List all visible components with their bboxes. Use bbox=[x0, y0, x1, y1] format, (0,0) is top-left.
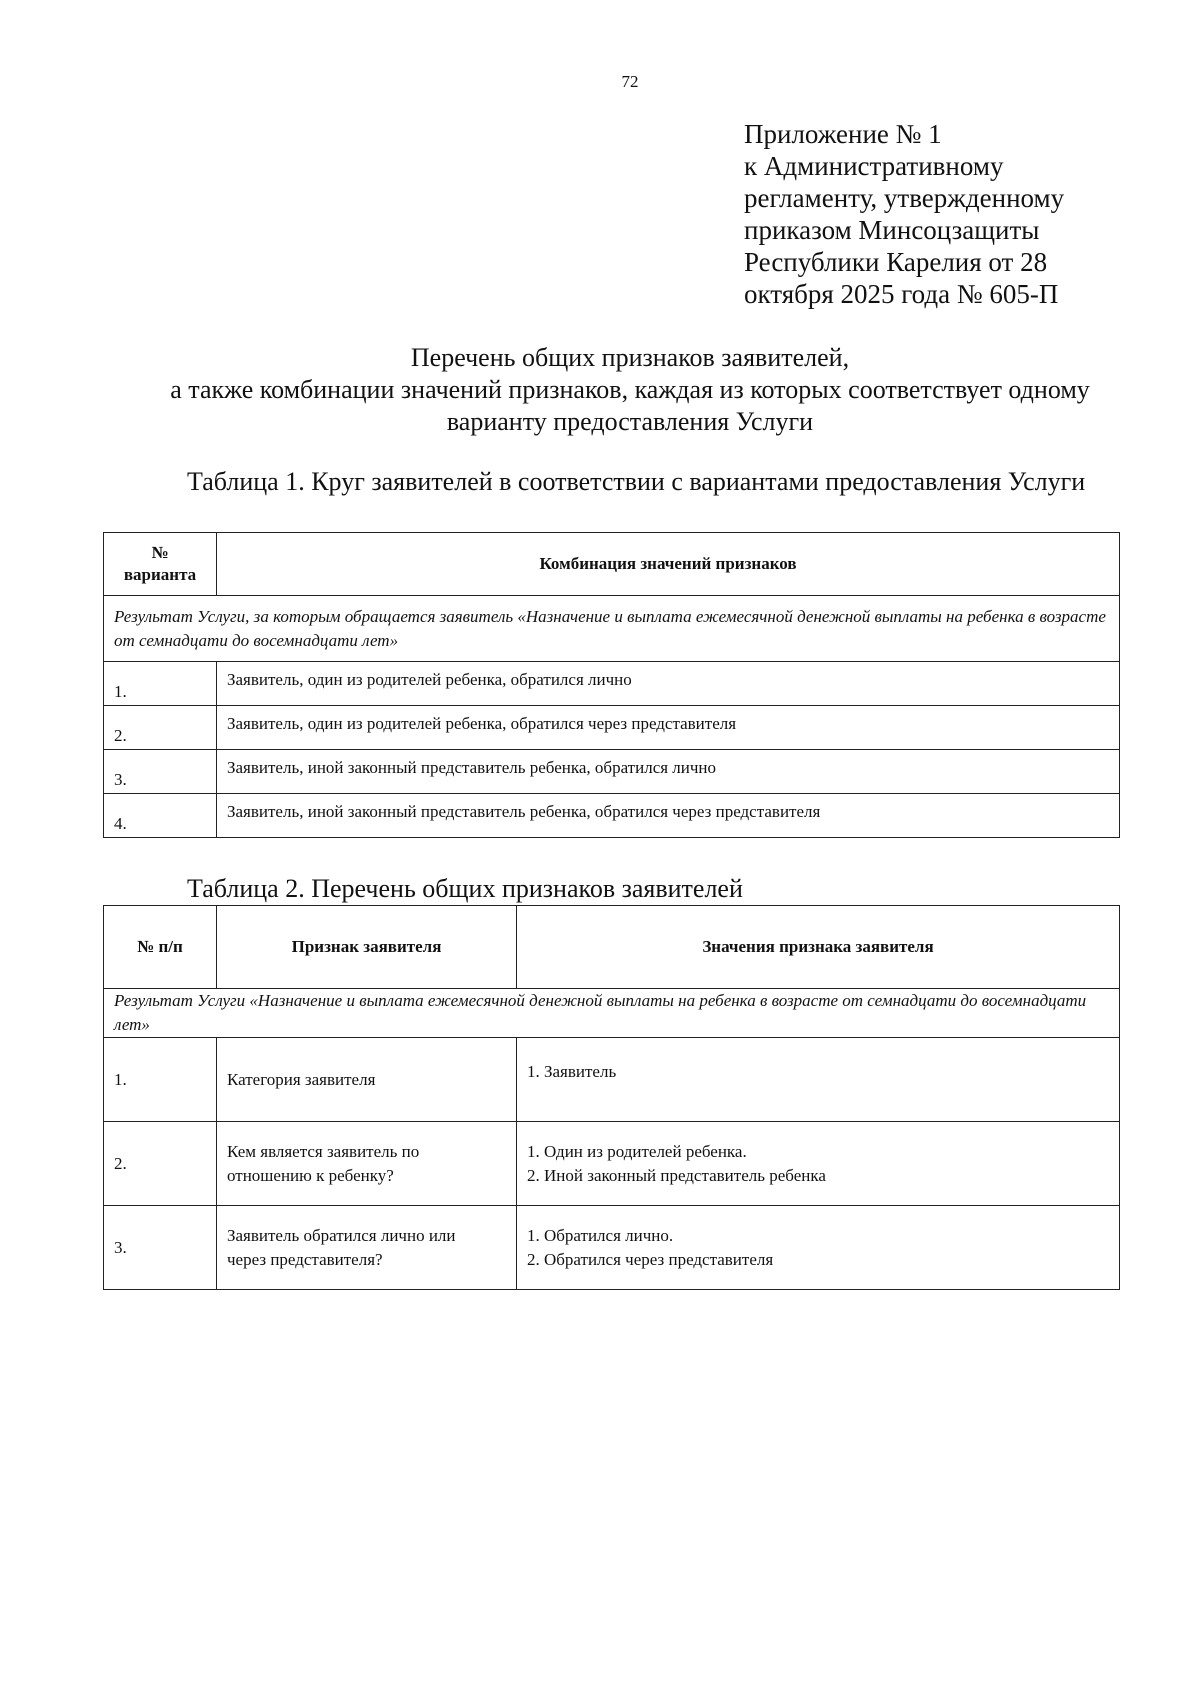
row-values bbox=[517, 1122, 1120, 1206]
table-result-row bbox=[104, 989, 1120, 1038]
result-text: Результат Услуги, за которым обращается заявитель «Назначение и выплата ежемесячной денежной выплаты на ребенка в возрасте от семнадцати до восемнадцати лет» bbox=[104, 596, 1120, 662]
document-heading bbox=[100, 342, 1160, 438]
header-values: Значения признака заявителя bbox=[517, 906, 1120, 989]
sign-line: Категория заявителя bbox=[227, 1069, 376, 1089]
row-text: Заявитель, один из родителей ребенка, обратился лично bbox=[217, 662, 1120, 706]
table-row bbox=[104, 662, 1120, 706]
row-values bbox=[517, 1038, 1120, 1122]
appendix-line: приказом Минсоцзащиты bbox=[744, 215, 1040, 245]
heading-line: варианту предоставления Услуги bbox=[446, 407, 814, 436]
table-result-row bbox=[104, 596, 1120, 662]
row-sign bbox=[217, 1122, 517, 1206]
table-row bbox=[104, 706, 1120, 750]
sign-line: Кем является заявитель по bbox=[227, 1141, 420, 1161]
table-row bbox=[104, 1206, 1120, 1290]
sign-line: отношению к ребенку? bbox=[227, 1165, 394, 1185]
row-number: 3. bbox=[104, 750, 217, 794]
value-line: 2. Обратился через представителя bbox=[527, 1249, 774, 1269]
value-line: 2. Иной законный представитель ребенка bbox=[527, 1165, 826, 1185]
header-number: № п/п bbox=[104, 906, 217, 989]
table-row bbox=[104, 794, 1120, 838]
sign-line: Заявитель обратился лично или bbox=[227, 1225, 456, 1245]
table-row bbox=[104, 1122, 1120, 1206]
row-text: Заявитель, один из родителей ребенка, обратился через представителя bbox=[217, 706, 1120, 750]
appendix-line: Республики Карелия от 28 bbox=[744, 247, 1048, 277]
row-text: Заявитель, иной законный представитель ребенка, обратился через представителя bbox=[217, 794, 1120, 838]
row-number: 1. bbox=[104, 1038, 217, 1122]
value-line: 1. Заявитель bbox=[527, 1062, 617, 1081]
row-sign bbox=[217, 1038, 517, 1122]
table-header-row bbox=[104, 906, 1120, 989]
header-combination: Комбинация значений признаков bbox=[217, 533, 1120, 596]
table-header-row bbox=[104, 533, 1120, 596]
row-number: 4. bbox=[104, 794, 217, 838]
table2-caption: Таблица 2. Перечень общих признаков заявителей bbox=[187, 874, 743, 903]
header-variant-number: № варианта bbox=[104, 533, 217, 596]
result-text: Результат Услуги «Назначение и выплата ежемесячной денежной выплаты на ребенка в возрасте от семнадцати до восемнадцати лет» bbox=[104, 989, 1120, 1038]
row-number: 1. bbox=[104, 662, 217, 706]
row-number: 3. bbox=[104, 1206, 217, 1290]
table1-caption: Таблица 1. Круг заявителей в соответствии с вариантами предоставления Услуги bbox=[187, 467, 1086, 496]
row-values bbox=[517, 1206, 1120, 1290]
appendix-line: регламенту, утвержденному bbox=[744, 183, 1065, 213]
table-row bbox=[104, 1038, 1120, 1122]
row-sign bbox=[217, 1206, 517, 1290]
heading-line: Перечень общих признаков заявителей, bbox=[410, 343, 850, 372]
table-applicant-signs bbox=[103, 905, 1120, 1290]
row-number: 2. bbox=[104, 706, 217, 750]
table-applicant-circle bbox=[103, 532, 1120, 838]
appendix-block bbox=[744, 118, 1164, 310]
table-row bbox=[104, 750, 1120, 794]
value-line: 1. Один из родителей ребенка. bbox=[527, 1141, 747, 1161]
sign-line: через представителя? bbox=[227, 1249, 383, 1269]
page-number: 72 bbox=[621, 72, 639, 91]
appendix-line: октября 2025 года № 605-П bbox=[744, 279, 1059, 309]
row-number: 2. bbox=[104, 1122, 217, 1206]
appendix-line: к Административному bbox=[744, 151, 1004, 181]
value-line: 1. Обратился лично. bbox=[527, 1225, 674, 1245]
appendix-line: Приложение № 1 bbox=[744, 119, 942, 149]
header-sign: Признак заявителя bbox=[217, 906, 517, 989]
row-text: Заявитель, иной законный представитель ребенка, обратился лично bbox=[217, 750, 1120, 794]
heading-line: а также комбинации значений признаков, каждая из которых соответствует одному bbox=[170, 375, 1090, 404]
